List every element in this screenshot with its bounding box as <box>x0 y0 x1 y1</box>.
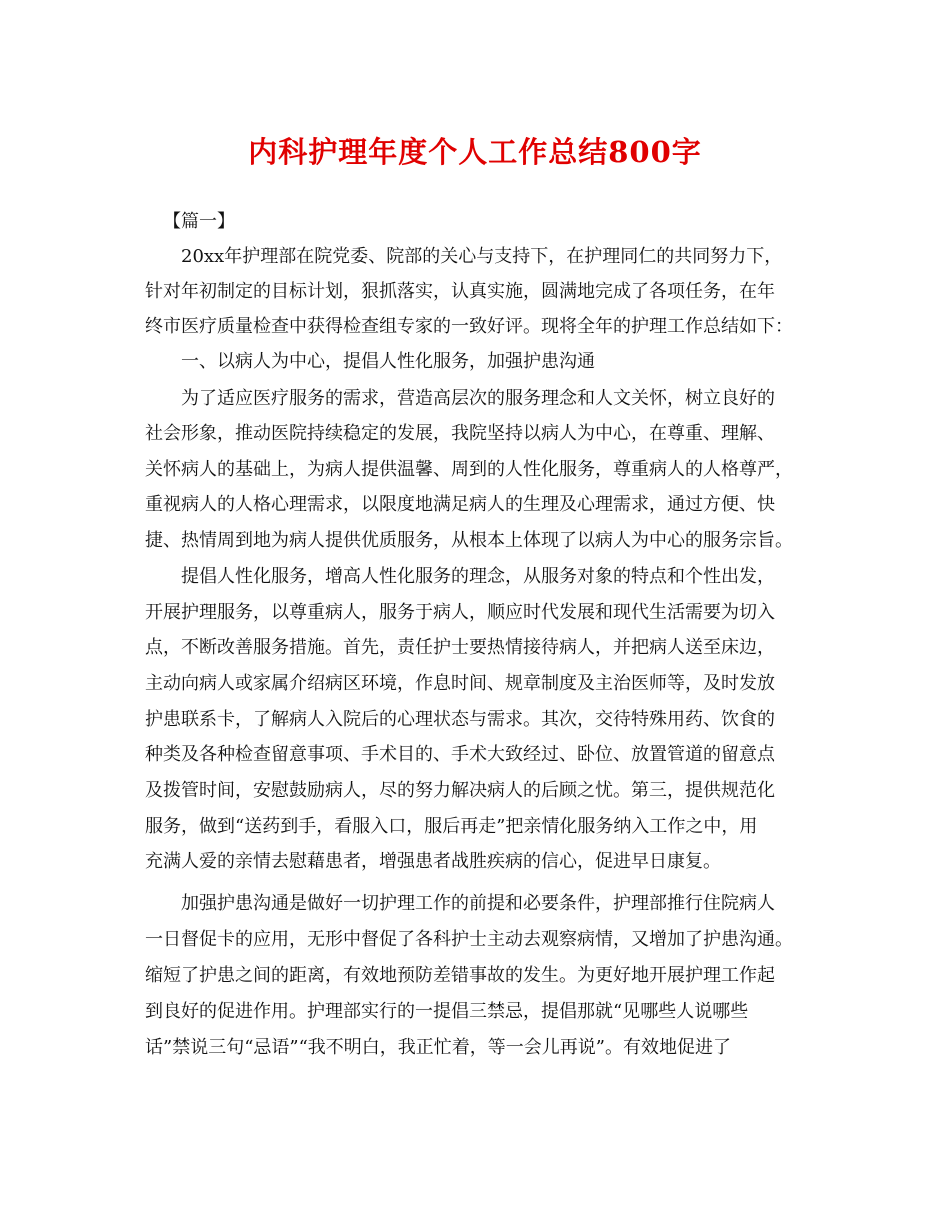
text-line: 话”禁说三句“忌语”“我不明白，我正忙着，等一会儿再说”。有效地促进了 <box>145 1037 732 1058</box>
text-line: 主动向病人或家属介绍病区环境，作息时间、规章制度及主治医师等，及时发放 <box>145 673 775 694</box>
text-line: 护患联系卡，了解病人入院后的心理状态与需求。其次，交待特殊用药、饮食的 <box>145 709 775 730</box>
text-line: 点，不断改善服务措施。首先，责任护士要热情接待病人，并把病人送至床边， <box>145 637 775 658</box>
text-line: 种类及各种检查留意事项、手术目的、手术大致经过、卧位、放置管道的留意点 <box>145 744 775 765</box>
text-line: 开展护理服务，以尊重病人，服务于病人，顺应时代发展和现代生活需要为切入 <box>145 602 775 623</box>
text-line: 充满人爱的亲情去慰藉患者，增强患者战胜疾病的信心，促进早日康复。 <box>145 851 721 872</box>
text-line: 社会形象，推动医院持续稳定的发展，我院坚持以病人为中心，在尊重、理解、 <box>145 423 775 444</box>
text-line: 及拨管时间，安慰鼓励病人，尽的努力解决病人的后顾之忧。第三，提供规范化 <box>145 780 775 801</box>
text-line: 加强护患沟通是做好一切护理工作的前提和必要条件，护理部推行住院病人 <box>181 893 775 914</box>
text-line: 重视病人的人格心理需求，以限度地满足病人的生理及心理需求，通过方便、快 <box>145 494 775 515</box>
text-line: 针对年初制定的目标计划，狠抓落实，认真实施，圆满地完成了各项任务，在年 <box>145 281 775 302</box>
text-line: 关怀病人的基础上，为病人提供温馨、周到的人性化服务，尊重病人的人格尊严， <box>145 459 793 480</box>
section-heading: 一、以病人为中心，提倡人性化服务，加强护患沟通 <box>181 351 595 372</box>
text-line: 到良好的促进作用。护理部实行的一提倡三禁忌，提倡那就“见哪些人说哪些 <box>145 1001 749 1022</box>
text-line: 捷、热情周到地为病人提供优质服务，从根本上体现了以病人为中心的服务宗旨。 <box>145 530 793 551</box>
text-line: 缩短了护患之间的距离，有效地预防差错事故的发生。为更好地开展护理工作起 <box>145 965 775 986</box>
text-line: 为了适应医疗服务的需求，营造高层次的服务理念和人文关怀，树立良好的 <box>181 388 775 409</box>
document-title: 内科护理年度个人工作总结800字 <box>248 135 702 169</box>
text-line: 20xx年护理部在院党委、院部的关心与支持下，在护理同仁的共同努力下， <box>181 246 783 267</box>
text-line: 一日督促卡的应用，无形中督促了各科护士主动去观察病情，又增加了护患沟通。 <box>145 929 793 950</box>
text-line: 终市医疗质量检查中获得检查组专家的一致好评。现将全年的护理工作总结如下： <box>145 316 793 337</box>
text-line: 提倡人性化服务，增高人性化服务的理念，从服务对象的特点和个性出发， <box>181 566 775 587</box>
text-line: 服务，做到“送药到手，看服入口，服后再走”把亲情化服务纳入工作之中，用 <box>145 816 758 837</box>
section-tag: 【篇一】 <box>163 211 235 232</box>
